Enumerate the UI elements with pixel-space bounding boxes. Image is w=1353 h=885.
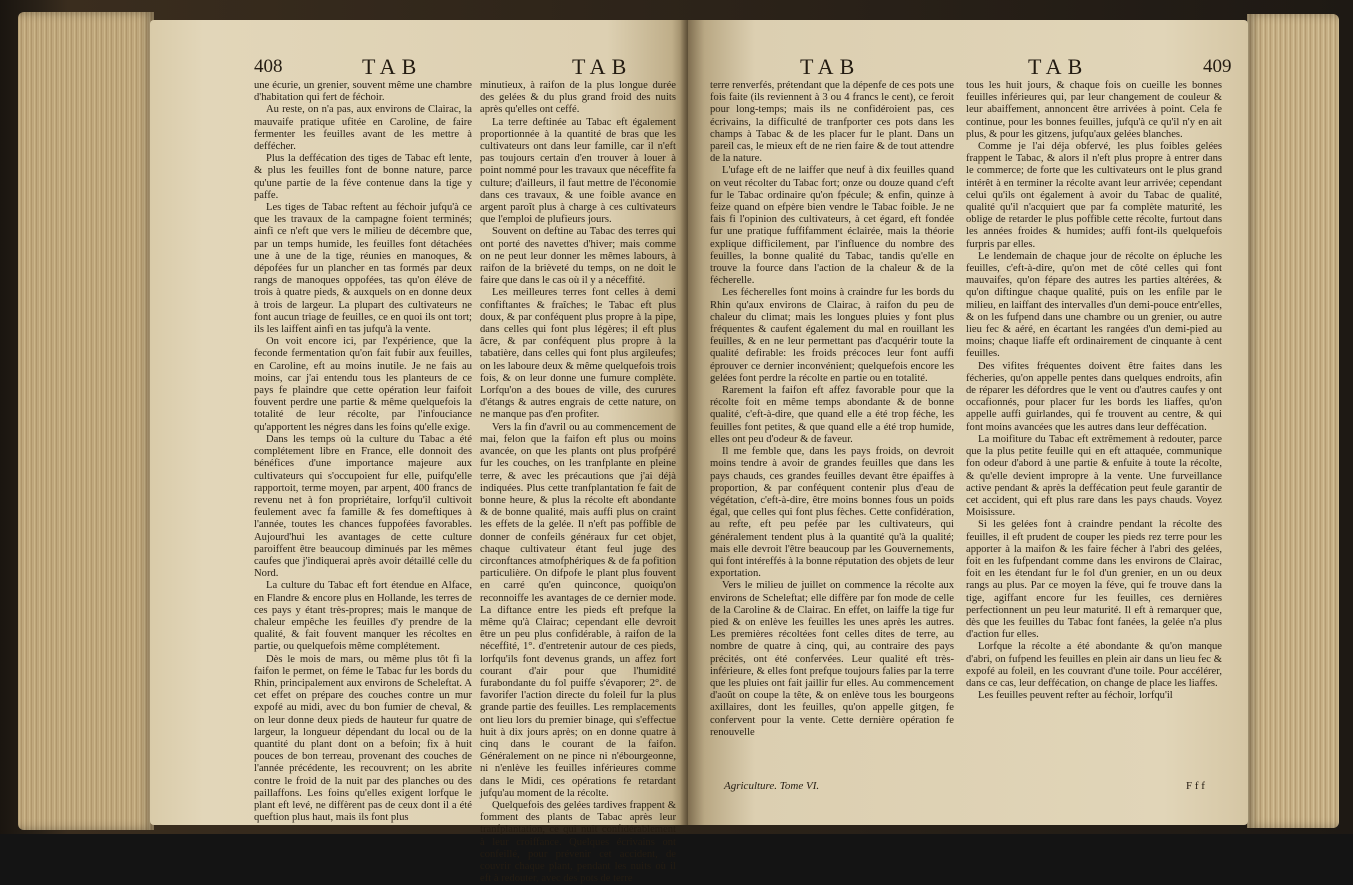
text-column-1	[710, 80, 954, 739]
paragraph: tous les huit jours, & chaque fois on cueille les bonnes feuilles inférieures qui, par leur changement de couleur & leur abaiffement, annoncent être arrivées à point. Cela fe continue, pour les bonnes feuilles, jufqu'à ce qu'il n'y en ait plus, & pour les gitzens, jufqu'aux gelées blanches.	[966, 80, 1222, 140]
paragraph: une écurie, un grenier, souvent même une chambre d'habitation qui fert de féchoir.	[254, 80, 472, 104]
paragraph: Le lendemain de chaque jour de récolte on épluche les feuilles, c'eft-à-dire, qu'on met de côté celles qui font mauvaifes, qu'on fépare des autres les parties altérées, & qu'on diftingue chaque qualité, puis on les enfile par le milieu, en laiffant des intervalles d'un demi-pouce entr'elles, & on les fufpend dans une chambre ou un grenier, ou autre lieu fec & aéré, en écartant les rangées d'un demi-pied au moins; chaque liaffe eft ordinairement de cinquante à cent feuilles.	[966, 250, 1222, 360]
running-header-right: TAB	[1028, 54, 1089, 79]
right-page	[688, 20, 1248, 825]
paragraph: Dans les temps où la culture du Tabac a été complétement libre en France, elle donnoit des bénéfices d'une importance majeure aux cultivateurs qui s'occupoient fur elle, puifqu'elle rapportoit, terme moyen, par arpent, 400 francs de revenu net à fon propriétaire, lorfqu'il cultivoit feulement avec fa famille & fes domeftiques à l'année, toutes les chances fuppofées favorables. Aujourd'hui les avantages de cette culture paroiffent être beaucoup diminués par les mêmes caufes que j'indiquerai après avoir détaillé celle du Nord.	[254, 433, 472, 580]
paragraph: Plus la deffécation des tiges de Tabac eft lente, & plus les feuilles font de bonne nature, parce qu'une partie de la féve contenue dans la tige y paffe.	[254, 153, 472, 201]
paragraph: Vers le milieu de juillet on commence la récolte aux environs de Scheleftat; elle diffère par fon mode de celle de la Caroline & de Clairac. En effet, on laiffe la tige fur pied & on enlève les feuilles les unes après les autres. Les premières récoltées font celles dites de terre, au nombre de quatre à cinq, qui, au contraire des pays précités, ont été confervées. Leur qualité eft très-inférieure, & elles font prefque toujours falies par la terre que les pluies ont fait jaillir fur elles. Au commencement d'août on coupe la tête, & on enlève tous les bourgeons axillaires, dont les feuilles, qu'on appelle gitgen, fe confervent pour la vente. Cette dernière opération fe renouvelle	[710, 580, 954, 738]
paragraph: Il me femble que, dans les pays froids, on devroit moins tendre à avoir de grandes feuilles que dans les pays chauds, ces grandes feuilles devant être épaiffes à proportion, & par conféquent contenir plus d'eau de végétation, c'eft-à-dire, être moins bonnes fous un poids égal, que celles qui font plus fèches. Cette confidération, au refte, eft peu pefée par les cultivateurs, qui généralement tendent plus à la quantité qu'à la qualité; mais elle devroit l'être beaucoup par les Gouvernements, qui font intéreffés à la bonne réputation des objets de leur exportation.	[710, 446, 954, 580]
paragraph: Les tiges de Tabac reftent au féchoir jufqu'à ce que les travaux de la campagne foient terminés; ainfi ce n'eft que vers le milieu de décembre que, par un temps humide, les feuilles font détachées une à une de la tige, réunies en manoques, & dépofées fur un plancher en tas formés par deux rangs de manoques oppofées, tas qu'on éléve de trois à quatre pieds, & auxquels on en donne deux à trois de largeur. La plupart des cultivateurs ne font aucun triage de feuilles, ce en quoi ils ont tort; ils les laiffent ainfi en tas jufqu'à la vente.	[254, 202, 472, 336]
paragraph: La terre deftinée au Tabac eft également proportionnée à la quantité de bras que les cultivateurs ont dans leur famille, car il n'eft pas toujours certain d'en trouver à louer à point nommé pour les travaux que néceffite fa culture; d'ailleurs, il faut mettre de l'économie dans ces travaux, & une foible avance en argent paroît plus à charge à ces cultivateurs que l'emploi de plufieurs jours.	[480, 116, 676, 226]
signature-mark: F f f	[1186, 780, 1205, 792]
left-page	[150, 20, 688, 885]
paragraph: Les meilleures terres font celles à demi confiftantes & fraîches; le Tabac eft plus doux, & par conféquent plus propre à la pipe, dans celles qui font plus légères; il eft plus âcre, & par conféquent plus propre à la tabatière, dans celles qui font plus argileufes; on les laboure deux & même quelquefois trois fois, & on leur donne une fumure complète. Lorfqu'on a des boues de ville, des curures d'étangs & autres engrais de cette nature, on ne manque pas d'en profiter.	[480, 287, 676, 421]
running-header-right: TAB	[572, 54, 633, 79]
page-edges-left	[18, 12, 154, 830]
running-header-left: TAB	[800, 54, 861, 79]
page-number: 408	[254, 56, 283, 77]
paragraph: Rarement la faifon eft affez favorable pour que la récolte foit en même temps abondante & de bonne qualité, c'eft-à-dire, que quand elle a été trop féche, les feuilles font petites, & que quand elle a été trop humide, elles ont peu d'odeur & de faveur.	[710, 385, 954, 445]
page-edges-right	[1247, 14, 1339, 828]
paragraph: On voit encore ici, par l'expérience, que la feconde fermentation qu'on fait fubir aux feuilles, en Caroline, eft au moins inutile. Je ne fais au moins, car j'ai entendu tous les planteurs de ce pays fe plaindre que cette opération leur faifoit fouvent perdre une partie & même quelquefois la totalité de leur récolte, par l'infouciance qu'apportent les négres dans les foins qu'elle exige.	[254, 336, 472, 433]
running-header-left: TAB	[362, 54, 423, 79]
paragraph: Comme je l'ai déja obfervé, les plus foibles gelées frappent le Tabac, & alors il n'eft plus propre à entrer dans le commerce; de forte que les cultivateurs ont le plus grand intérêt à en terminer la récolte avant leur arrivée; cependant celui qu'ils ont également à avoir du Tabac de qualité, qualité qu'il n'acquiert que par fa complète maturité, les oblige de retarder le plus poffible cette récolte, furtout dans les années froides & humides; auffi font-ils quelquefois furpris par elles.	[966, 141, 1222, 250]
paragraph: minutieux, à raifon de la plus longue durée des gelées & du plus grand froid des nuits après qu'elles ont ceffé.	[480, 80, 676, 116]
paragraph: Si les gelées font à craindre pendant la récolte des feuilles, il eft prudent de couper les pieds rez terre pour les apporter à la maifon & les faire fécher à l'abri des gelées, foit en les fufpendant comme dans les environs de Clairac, foit en les étendant fur le fol d'un grenier, en un ou deux rangs au plus. Par ce moyen la féve, qui fe trouve dans la tige, agiffant encore fur les feuilles, ces dernières perfectionnent un peu leur maturité. Il eft à remarquer que, dès que les feuilles du Tabac font fanées, la gelée n'a plus d'action fur elles.	[966, 519, 1222, 641]
paragraph: La culture du Tabac eft fort étendue en Alface, en Flandre & encore plus en Hollande, les terres de ces pays y étant très-propres; mais le manque de chaleur empêche les feuilles d'y prendre de la qualité, & fait fouvent manquer les récoltes en partie, ou quelquefois même complétement.	[254, 580, 472, 653]
paragraph: Lorfque la récolte a été abondante & qu'on manque d'abri, on fufpend les feuilles en plein air dans un lieu fec & expofé au foleil, en les couvrant d'une toile. Pour accélérer, dans ce cas, leur deffécation, on change de place les liaffes.	[966, 641, 1222, 689]
paragraph: terre renverfés, prétendant que la dépenfe de ces pots une fois faite (ils reviennent à 3 ou 4 francs le cent), ce feroit pour long-temps; mais ils ne confidéroient pas, ces écrivains, la difficulté de tranfporter ces pots dans les champs à Tabac & de les placer fur le plant. Dans un pareil cas, le mieux eft de ne rien faire & de tout attendre de la nature.	[710, 80, 954, 165]
paragraph: Des vifites fréquentes doivent être faites dans les fécheries, qu'on appelle pentes dans quelques endroits, afin de réparer les défordres que le vent ou d'autres caufes y ont occafionnés, pour placer fur les bords les liaffes, qu'on appelle auffi guirlandes, qui fe trouvent au centre, & qui font moins avancées que les autres dans leur deffécation.	[966, 360, 1222, 433]
footer-volume: Agriculture. Tome VI.	[724, 780, 820, 792]
paragraph: Les fécherelles font moins à craindre fur les bords du Rhin qu'aux environs de Clairac, à raifon du peu de chaleur du climat; mais les longues pluies y font plus fréquentes & caufent également du mal en rouillant les feuilles, & en ne leur permettant pas d'acquérir toute la qualité defirable: les froids précoces leur font auffi éprouver ce dernier inconvénient; quelquefois encore les gelées font perdre la récolte en partie ou en totalité.	[710, 287, 954, 384]
text-column-2	[480, 80, 676, 885]
paragraph: L'ufage eft de ne laiffer que neuf à dix feuilles quand on veut récolter du Tabac fort; onze ou douze quand c'eft fur le Tabac ordinaire qu'on fpécule; & enfin, quinze à feize quand on efpère bien vendre le Tabac foible. Je ne fais fi l'opinion des cultivateurs, à cet égard, eft fondée fur une pratique fuffifamment éclairée, mais la théorie explique difficilement, par l'influence du nombre des feuilles, la bonne qualité du Tabac, tandis qu'elle en trouve la fource dans l'action de la chaleur & de la fécherelle.	[710, 165, 954, 287]
paragraph: Au reste, on n'a pas, aux environs de Clairac, la mauvaife pratique ufitée en Caroline, de faire fermenter les feuilles avant de les mettre à deffécher.	[254, 104, 472, 153]
paragraph: Les feuilles peuvent refter au féchoir, lorfqu'il	[978, 690, 1173, 702]
paragraph: Quelquefois des gelées tardives frappent & fomment des plants de Tabac après leur tranfplantation, ce qui nuit confidérablement à leur croiffance. Quelques écrivains ont confeillé, pour prévenir cet accident, de couvrir chaque plant, pendant les nuits où il eft à redouter, avec des pots de terre	[480, 799, 676, 885]
paragraph: Souvent on deftine au Tabac des terres qui ont porté des navettes d'hiver; mais comme on ne peut leur donner les mêmes labours, à raifon de la brièveté du temps, on ne doit le faire que dans le cas où il y a néceffité.	[480, 226, 676, 287]
text-column-2	[966, 80, 1222, 702]
text-column-1	[254, 80, 472, 824]
paragraph: Dès le mois de mars, ou même plus tôt fi la faifon le permet, on féme le Tabac fur les bords du Rhin, principalement aux environs de Scheleftat. A cet effet on prépare des couches contre un mur expofé au midi, avec du bon fumier de cheval, & on leur donne deux pieds de hauteur fur quatre de largeur, la longueur dépendant du local ou de la quantité du plant dont on a befoin; fix à huit pouces de bon terreau, provenant des couches de l'année précédente, les recouvrent; on les abrite contre le froid de la nuit par des planches ou des paillaffons. Les foins qu'elles exigent lorfque le plant eft levé, ne diffèrent pas de ceux dont il a été queftion plus haut, mais ils font plus	[254, 653, 472, 824]
page-number: 409	[1203, 56, 1232, 77]
paragraph: Vers la fin d'avril ou au commencement de mai, felon que la faifon eft plus ou moins avancée, on que les plants ont plus profpéré fur les couches, on les tranfplante en pleine terre, & avec les précautions que j'ai déjà indiquées. Plus cette tranfplantation fe fait de bonne heure, & plus la récolte eft abondante & de bonne qualité, mais auffi plus on craint les effets de la gelée. Il n'eft pas poffible de donner de confeils généraux fur cet objet, chaque cultivateur étant feul juge des circonftances atmofphériques & de fa pofition particulière. On difpofe le plant plus fouvent en carré qu'en quinconce, quoiqu'on reconnoiffe les avantages de ce dernier mode. La diftance entre les pieds eft prefque la même qu'à Clairac; cependant elle devroit être un peu plus confidérable, à raifon de la néceffité, 1°. d'entretenir autour de ces pieds, lorfqu'ils font devenus grands, un affez fort courant d'air pour que l'humidité furabondante du fol puiffe s'évaporer; 2°. de favorifer l'action directe du foleil fur la plus grande partie des feuilles. Les remplacements ont lieu lors du premier binage, qui s'effectue huit à dix jours après; on en donne quatre à cinq dans le courant de la faifon. Généralement on ne pince ni n'ébourgeonne, ni n'enlève les feuilles inférieures comme dans le Midi, ces opérations fe retardant jufqu'au moment de la récolte.	[480, 421, 676, 799]
paragraph: La moifiture du Tabac eft extrêmement à redouter, parce que la plus petite feuille qui en eft attaquée, communique fon odeur d'abord à une partie & enfuite à toute la récolte, & qu'elle devient impropre à la vente. Une furveillance active pendant & après la deffécation peut feule garantir de cet accident, qui eft plus rare dans les pays chauds. Voyez Moisissure.	[966, 433, 1222, 519]
